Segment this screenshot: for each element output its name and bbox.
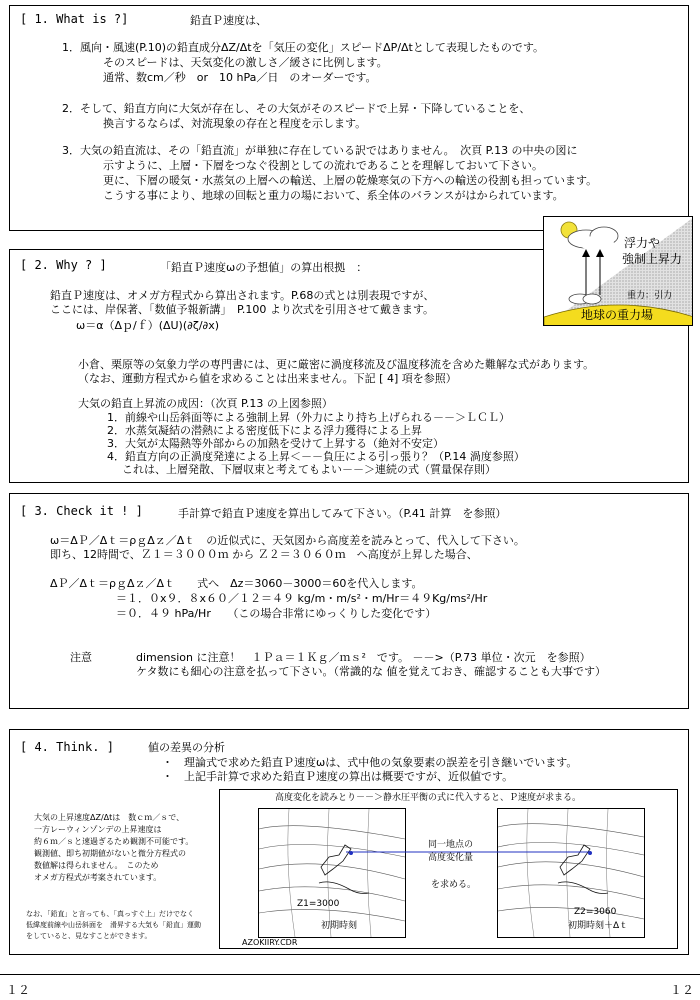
mid-label: 同一地点の	[428, 840, 474, 850]
paragraph-line: 更に、下層の暖気・水蒸気の上層への輸送、上層の乾燥寒気の下方への輸送の役割も担っています。	[103, 174, 598, 187]
paragraph-line: 換言するならば、対流現象の存在と程度を示します。	[103, 117, 367, 130]
section-title: 手計算で鉛直Ｐ速度を算出してみて下さい。（P.41 計算 を参照）	[178, 507, 507, 520]
approx-formula-line: ω＝ΔＰ／Δｔ＝ρｇΔｚ／Δｔ の近似式に、天気図から高度差を読みとって、代入して下さい。	[50, 534, 525, 547]
height-change-figure	[219, 789, 678, 949]
paragraph-line: 2．そして、鉛直方向に大気が存在し、その大気がそのスピードで上昇・下降していることを、	[62, 102, 531, 115]
paragraph-line: 通常、数cm／秒 or 10 hPa／日 のオーダーです。	[103, 71, 377, 84]
up-arrow-head	[596, 249, 604, 257]
paragraph-line: 鉛直Ｐ速度は、オメガ方程式から算出されます。P.68の式とは別表現ですが、	[50, 289, 435, 302]
z2-label: Z2=3060	[574, 907, 617, 917]
section-what-is	[9, 5, 689, 231]
paragraph-line: そのスピードは、天気変化の激しさ／緩さに比例します。	[103, 56, 388, 69]
paragraph-line: 1．風向・風速(P.10)の鉛直成分ΔZ/Δtを「気圧の変化」スピードΔP/Δtとして表現したものです。	[62, 41, 544, 54]
paragraph-line: ここには、岸保著、「数値予報新講」 P.100 より次式を引用させて戴きます。	[50, 303, 435, 316]
section-heading: [ 4. Think. ]	[20, 740, 114, 754]
gravity-field-label: 地球の重力場	[581, 308, 654, 322]
calc-line: ＝１．０x９．８x６０／１２＝４９ kg/m・m/s²・m/Hr＝４９Kg/ms²/Hr	[116, 592, 488, 605]
buoyancy-label: 浮力や	[624, 236, 661, 250]
section-heading: [ 1. What is ?]	[20, 12, 129, 26]
left-note-line: をしていると、見なすことができます。	[26, 932, 152, 940]
gravity-field-diagram	[543, 216, 693, 326]
later-time-label: 初期時刻＋Δｔ	[568, 921, 629, 931]
bullet-line: ・ 上記手計算で求めた鉛直Ｐ速度の算出は概要ですが、近似値です。	[162, 770, 514, 783]
omega-formula: ω＝α（Δｐ/ｆ）(ΔU)(∂ζ/∂x)	[76, 319, 220, 332]
cause-item: 4．鉛直方向の正渦度発達による上昇＜－－負圧による引っ張り？（P.14 渦度参照）	[107, 450, 525, 463]
initial-time-label: 初期時刻	[321, 921, 358, 931]
left-note-line: 一方レーウィンゾンデの上昇速度は	[34, 825, 162, 834]
left-note-line: オメガ方程式が考案されています。	[34, 873, 162, 882]
left-note-line: なお、「鉛直」と言っても、「真っすぐ上」だけでなく	[26, 910, 194, 918]
substitution-line: ΔＰ／Δｔ＝ρｇΔｚ／Δｔ 式へ Δz＝3060－3000＝60を代入します。	[50, 577, 423, 590]
small-cloud-icon	[569, 294, 601, 304]
up-arrow-head	[582, 249, 590, 257]
note-line: dimension に注意！ １Ｐａ＝１Ｋｇ／ｍｓ² です。 －－>（P.73 単位・次元 を参照）	[136, 651, 591, 664]
note-line: ケタ数にも細心の注意を払って下さい。（常識的な 値を覚えておき、確認することも大事です）	[136, 665, 607, 678]
section-title: 「鉛直Ｐ速度ωの予想値」の算出根拠 ：	[160, 261, 368, 274]
section-heading: [ 2. Why ? ]	[20, 258, 107, 272]
left-note-line: 約６ｍ／ｓと速過ぎるため観測不可能です。	[34, 837, 194, 846]
page-number-right: １２	[670, 983, 695, 997]
z1-label: Z1=3000	[297, 899, 340, 909]
paragraph-line: こうする事により、地球の回転と重力の場において、系全体のバランスがはかられています。	[103, 189, 564, 202]
figure-caption: 高度変化を読みとり－－＞静水圧平衡の式に代入すると、Ｐ速度が求まる。	[275, 793, 582, 803]
left-note-line: 低緯度前線や山岳斜面を 滑昇する大気も「鉛直」運動	[26, 921, 201, 929]
section-title: 値の差異の分析	[148, 741, 225, 754]
mid-label: 高度変化量	[428, 853, 474, 863]
page-number-left: １２	[6, 983, 31, 997]
result-line: ＝０．４９ hPa/Hr （この場合非常にゆっくりした変化です）	[116, 607, 437, 620]
left-note-line: 観測値、即ち初期値がないと微分方程式の	[34, 849, 186, 858]
cause-item: これは、上層発散、下層収束と考えてもよい－－＞連続の式（質量保存則）	[122, 463, 496, 476]
paragraph-line: （なお、運動方程式から値を求めることは出来ません。下記 [ 4] 項を参照）	[78, 372, 457, 385]
section-heading: [ 3. Check it ! ]	[20, 504, 143, 518]
section-think	[9, 729, 689, 955]
paragraph-line: 3．大気の鉛直流は、その「鉛直流」が単独に存在している訳ではありません。 次頁 P.13 の中央の図に	[62, 144, 578, 157]
cause-item: 2．水蒸気凝結の潜熱による密度低下による浮力獲得による上昇	[107, 424, 422, 437]
section-check-it	[9, 493, 689, 709]
height-change-line: 即ち、12時間で、Ｚ１＝３０００ｍ から Ｚ２＝３０６０ｍ へ高度が上昇した場合、	[50, 548, 478, 561]
connector-line	[220, 790, 679, 950]
paragraph-line: 小倉、栗原等の気象力学の専門書には、更に厳密に渦度移流及び温度移流を含めた難解な式があります。	[78, 358, 595, 371]
section-title: 鉛直Ｐ速度は、	[190, 14, 267, 27]
note-label: 注意	[70, 651, 92, 664]
gravity-label: 重力：引力	[627, 291, 673, 301]
cause-item: 3．大気が太陽熱等外部からの加熱を受けて上昇する（絶対不安定）	[107, 437, 444, 450]
left-note-line: 数値解は得られません。 このため	[34, 861, 159, 870]
bullet-line: ・ 理論式で求めた鉛直Ｐ速度ωは、式中他の気象要素の誤差を引き継いでいます。	[162, 756, 578, 769]
causes-title: 大気の鉛直上昇流の成因：（次頁 P.13 の上図参照）	[78, 397, 333, 410]
mid-label: を求める。	[431, 880, 477, 890]
paragraph-line: 示すように、上層・下層をつなぐ役割としての流れであることを理解しておいて下さい。	[103, 159, 543, 172]
footer-rule	[0, 974, 700, 975]
left-note-line: 大気の上昇速度ΔZ/Δtは 数ｃｍ／ｓで、	[34, 813, 185, 822]
figure-filename: AZOKIIRY.CDR	[242, 938, 298, 947]
forced-lift-label: 強制上昇力	[622, 252, 683, 266]
cause-item: 1．前線や山岳斜面等による強制上昇（外力により持ち上げられる－－＞ＬＣＬ）	[107, 411, 510, 424]
